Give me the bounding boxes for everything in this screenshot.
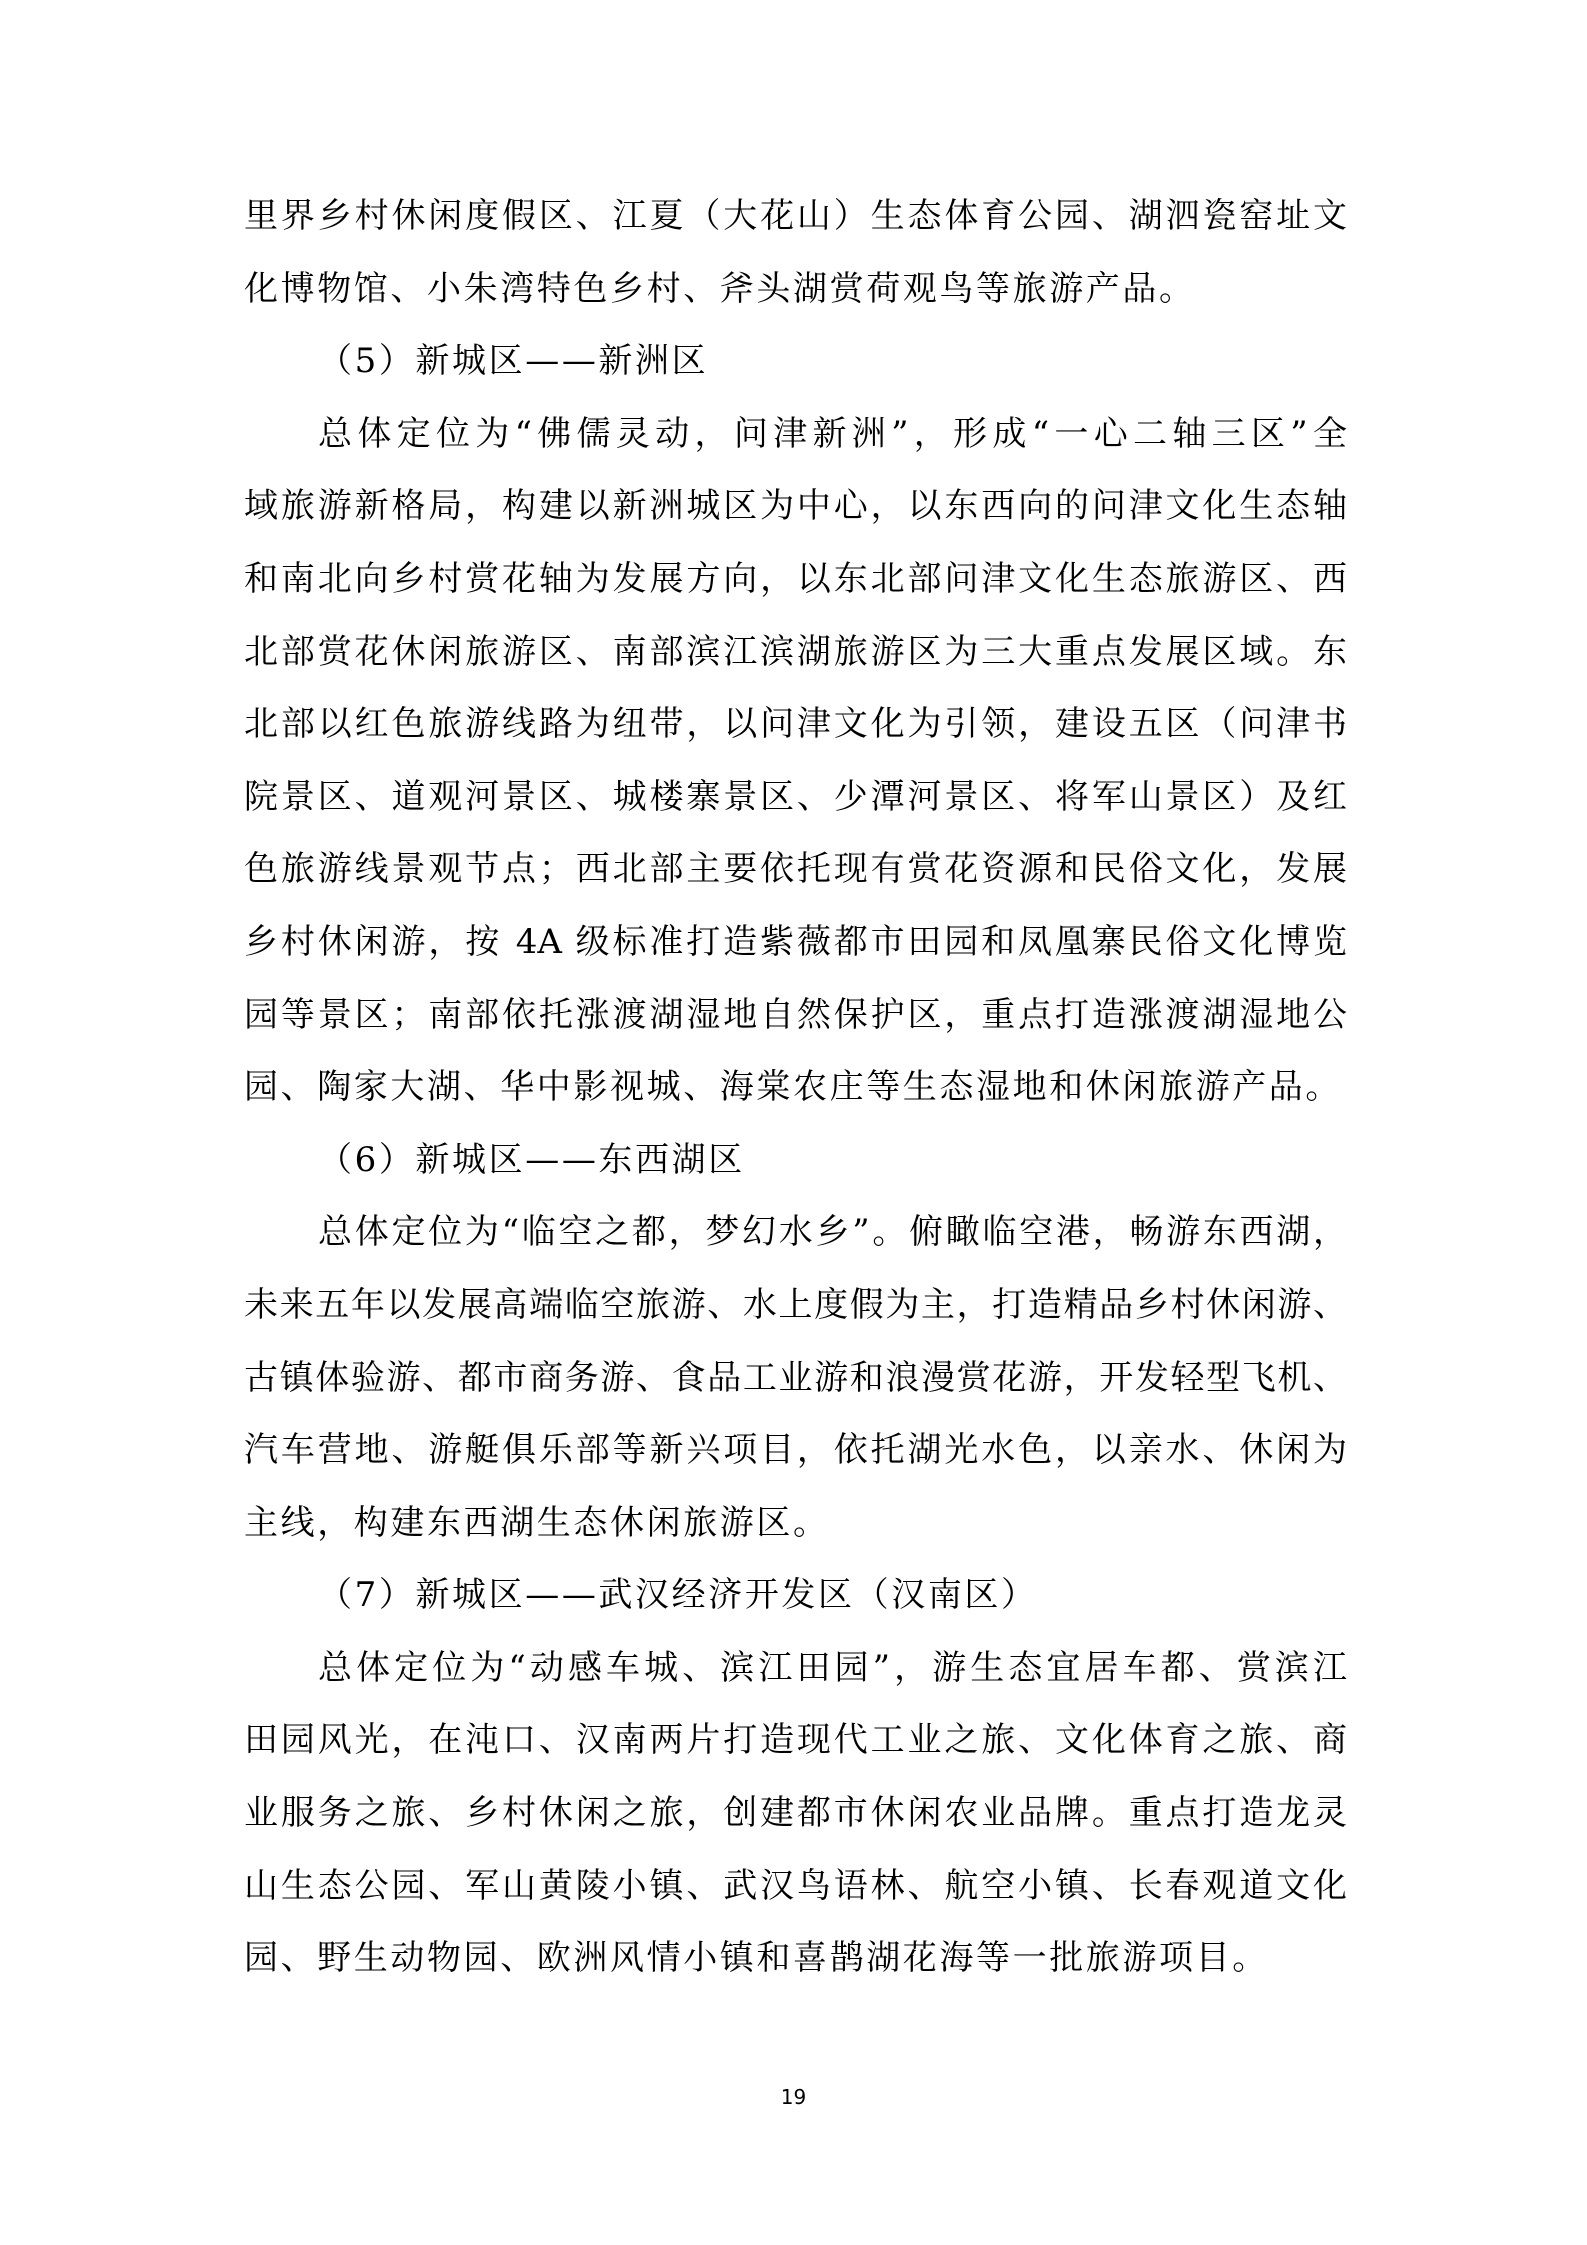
paragraph-line: 域旅游新格局，构建以新洲城区为中心，以东西向的问津文化生态轴 [244,486,1347,527]
paragraph-line: 总体定位为“动感车城、滨江田园”，游生态宜居车都、赏滨江 [318,1647,1347,1688]
paragraph-line: 山生态公园、军山黄陵小镇、武汉鸟语林、航空小镇、长春观道文化 [244,1865,1347,1906]
paragraph-line: 田园风光，在沌口、汉南两片打造现代工业之旅、文化体育之旅、商 [244,1720,1347,1761]
section-heading-xinzhou: （5）新城区——新洲区 [318,341,709,382]
paragraph-line: 总体定位为“佛儒灵动，问津新洲”，形成“一心二轴三区”全 [318,413,1347,454]
paragraph-line: 业服务之旅、乡村休闲之旅，创建都市休闲农业品牌。重点打造龙灵 [244,1793,1347,1834]
paragraph-line: 古镇体验游、都市商务游、食品工业游和浪漫赏花游，开发轻型飞机、 [244,1357,1347,1398]
page-number: 19 [780,2085,807,2109]
section-heading-hannan: （7）新城区——武汉经济开发区（汉南区） [318,1575,1038,1616]
paragraph-line: 园等景区；南部依托涨渡湖湿地自然保护区，重点打造涨渡湖湿地公 [244,994,1347,1035]
paragraph-line: 里界乡村休闲度假区、江夏（大花山）生态体育公园、湖泗瓷窑址文 [244,196,1347,236]
section-heading-dongxihu: （6）新城区——东西湖区 [318,1139,745,1180]
paragraph-line: 主线，构建东西湖生态休闲旅游区。 [244,1502,830,1543]
paragraph-line: 院景区、道观河景区、城楼寨景区、少潭河景区、将军山景区）及红 [244,776,1347,817]
paragraph-line: 园、陶家大湖、华中影视城、海棠农庄等生态湿地和休闲旅游产品。 [244,1067,1342,1108]
paragraph-line: 色旅游线景观节点；西北部主要依托现有赏花资源和民俗文化，发展 [244,849,1347,890]
paragraph-line: 北部以红色旅游线路为纽带，以问津文化为引领，建设五区（问津书 [244,704,1347,745]
body-text [244,188,1347,2003]
paragraph-line: 园、野生动物园、欧洲风情小镇和喜鹊湖花海等一批旅游项目。 [244,1938,1269,1979]
paragraph-line: 乡村休闲游，按 4A 级标准打造紫薇都市田园和凤凰寨民俗文化博览 [244,921,1347,962]
paragraph-line: 和南北向乡村赏花轴为发展方向，以东北部问津文化生态旅游区、西 [244,558,1347,599]
paragraph-line: 未来五年以发展高端临空旅游、水上度假为主，打造精品乡村休闲游、 [244,1284,1347,1325]
paragraph-line: 化博物馆、小朱湾特色乡村、斧头湖赏荷观鸟等旅游产品。 [244,268,1196,309]
paragraph-line: 总体定位为“临空之都，梦幻水乡”。俯瞰临空港，畅游东西湖， [318,1212,1347,1253]
paragraph-line: 汽车营地、游艇俱乐部等新兴项目，依托湖光水色，以亲水、休闲为 [244,1430,1347,1471]
paragraph-line: 北部赏花休闲旅游区、南部滨江滨湖旅游区为三大重点发展区域。东 [244,631,1347,672]
